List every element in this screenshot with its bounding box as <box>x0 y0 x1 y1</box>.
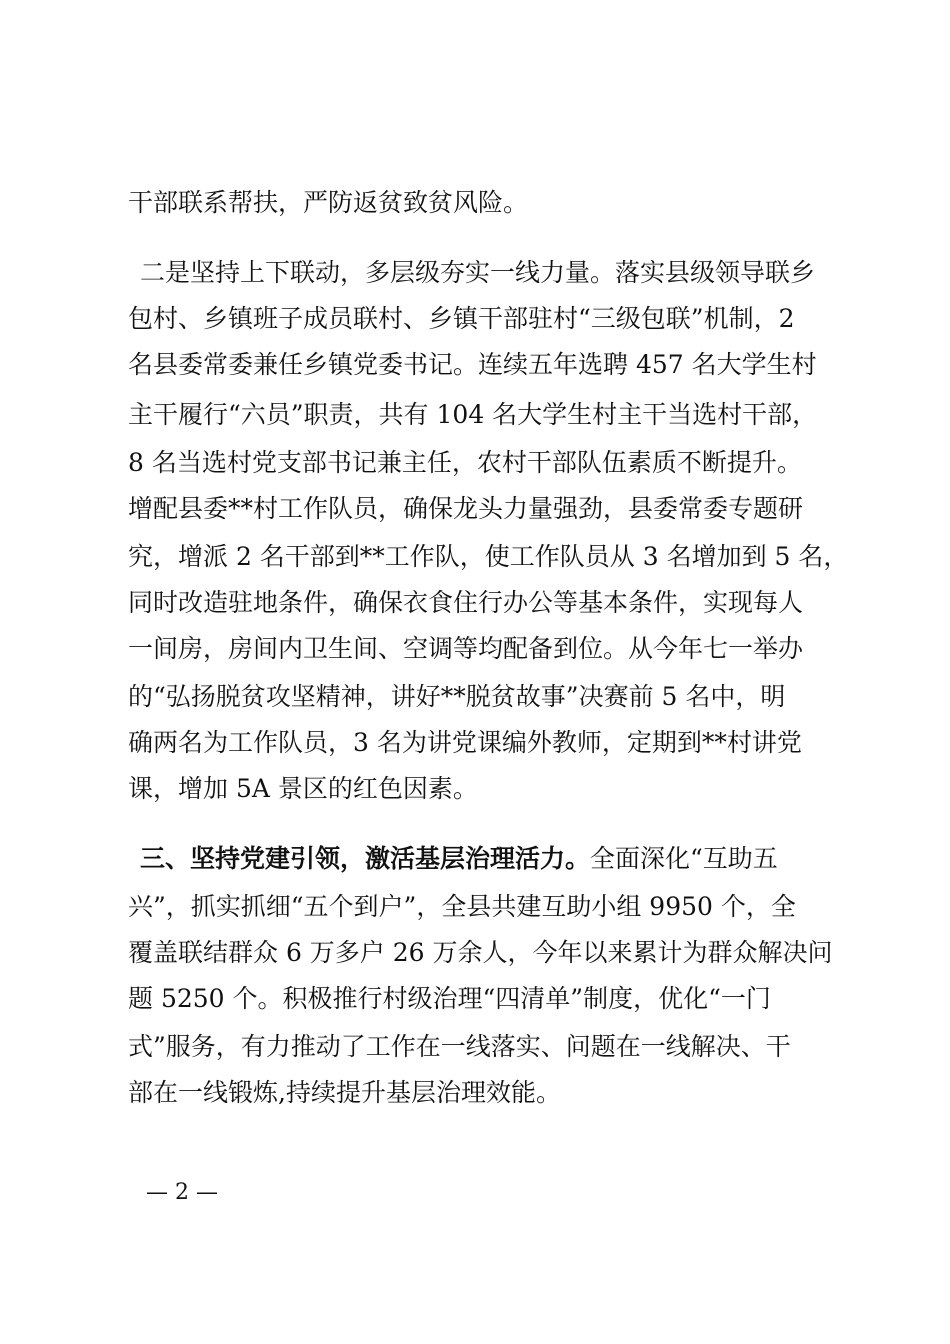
paragraph-line: 覆盖联结群众 6 万多户 26 万余人，今年以来累计为群众解决问 <box>128 938 833 967</box>
paragraph-line: 部在一线锻炼,持续提升基层治理效能。 <box>128 1078 561 1107</box>
paragraph-line: 同时改造驻地条件，确保衣食住行办公等基本条件，实现每人 <box>128 588 804 617</box>
paragraph-line: 课，增加 5A 景区的红色因素。 <box>128 774 478 803</box>
heading-line-rest: 全面深化“互助五 <box>590 844 778 873</box>
paragraph-line: 名县委常委兼任乡镇党委书记。连续五年选聘 457 名大学生村 <box>128 350 817 379</box>
paragraph-line: 干部联系帮扶，严防返贫致贫风险。 <box>128 188 529 217</box>
paragraph-line: 究，增派 2 名干部到**工作队，使工作队员从 3 名增加到 5 名， <box>128 542 849 571</box>
paragraph-line: 二是坚持上下联动，多层级夯实一线力量。落实县级领导联乡 <box>140 258 816 287</box>
paragraph-line: 主干履行“六员”职责，共有 104 名大学生村主干当选村干部， <box>128 400 818 429</box>
paragraph-line: 式”服务，有力推动了工作在一线落实、问题在一线解决、干 <box>128 1032 791 1061</box>
paragraph-line: 兴”，抓实抓细“五个到户”，全县共建互助小组 9950 个，全 <box>128 892 796 921</box>
paragraph-line: 包村、乡镇班子成员联村、乡镇干部驻村“三级包联”机制，2 <box>128 304 795 333</box>
paragraph-line: 一间房，房间内卫生间、空调等均配备到位。从今年七一举办 <box>128 634 804 663</box>
paragraph-line: 8 名当选村党支部书记兼主任，农村干部队伍素质不断提升。 <box>128 448 802 477</box>
paragraph-line: 的“弘扬脱贫攻坚精神，讲好**脱贫故事”决赛前 5 名中，明 <box>128 682 786 711</box>
page-number: — 2 — <box>146 1180 218 1205</box>
paragraph-line: 题 5250 个。积极推行村级治理“四清单”制度，优化“一门 <box>128 984 771 1013</box>
paragraph-line: 增配县委**村工作队员，确保龙头力量强劲，县委常委专题研 <box>128 494 804 523</box>
paragraph-heading-line <box>140 836 860 882</box>
section-heading: 三、坚持党建引领，激活基层治理活力。 <box>140 844 591 873</box>
paragraph-line: 确两名为工作队员，3 名为讲党课编外教师，定期到**村讲党 <box>128 728 802 757</box>
